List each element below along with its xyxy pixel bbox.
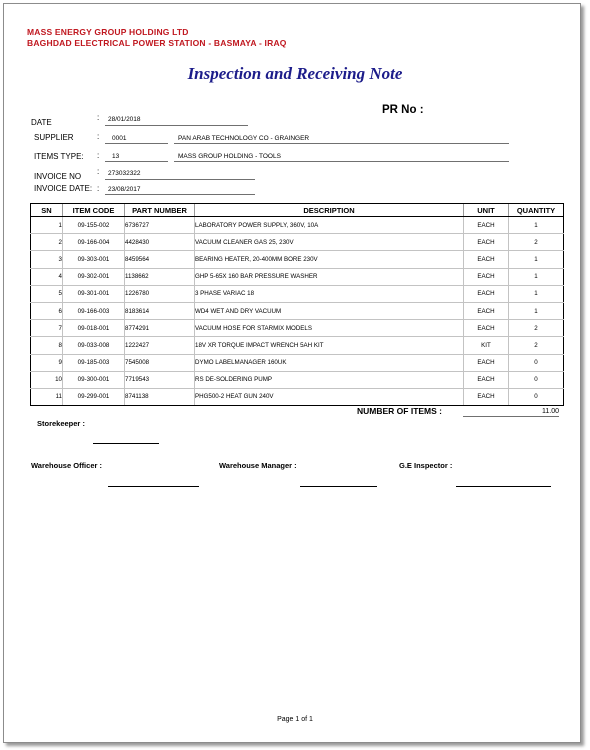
- cell-sn: 6: [31, 302, 63, 319]
- cell-item-code: 09-155-002: [63, 217, 125, 234]
- cell-part-number: 7545008: [125, 354, 195, 371]
- cell-part-number: 7719543: [125, 371, 195, 388]
- cell-description: LABORATORY POWER SUPPLY, 360V, 10A: [195, 217, 464, 234]
- cell-quantity: 1: [509, 302, 564, 319]
- warehouse-officer-signature-line: [108, 486, 199, 487]
- warehouse-officer-label: Warehouse Officer :: [31, 461, 102, 470]
- invoice-no-label: INVOICE NO: [34, 172, 82, 181]
- column-header-sn: SN: [31, 204, 63, 217]
- supplier-code: 0001: [112, 135, 127, 142]
- table-row: [31, 354, 564, 371]
- cell-sn: 1: [31, 217, 63, 234]
- cell-unit: EACH: [464, 234, 509, 251]
- cell-item-code: 09-301-001: [63, 285, 125, 302]
- cell-item-code: 09-018-001: [63, 320, 125, 337]
- cell-part-number: 8183614: [125, 302, 195, 319]
- supplier-colon: :: [97, 132, 100, 141]
- invoice-no-colon: :: [97, 167, 100, 176]
- table-row: [31, 268, 564, 285]
- cell-unit: EACH: [464, 217, 509, 234]
- warehouse-manager-signature-line: [300, 486, 377, 487]
- supplier-code-underline: [105, 143, 168, 144]
- cell-unit: EACH: [464, 251, 509, 268]
- cell-part-number: 8774291: [125, 320, 195, 337]
- cell-part-number: 1226780: [125, 285, 195, 302]
- table-row: [31, 302, 564, 319]
- cell-item-code: 09-166-003: [63, 302, 125, 319]
- cell-item-code: 09-185-003: [63, 354, 125, 371]
- cell-sn: 2: [31, 234, 63, 251]
- cell-quantity: 1: [509, 251, 564, 268]
- invoice-no-value: 273032322: [108, 170, 141, 177]
- column-header-unit: UNIT: [464, 204, 509, 217]
- cell-description: GHP 5-65X 160 BAR PRESSURE WASHER: [195, 268, 464, 285]
- cell-quantity: 0: [509, 354, 564, 371]
- date-value: 28/01/2018: [108, 116, 141, 123]
- cell-sn: 10: [31, 371, 63, 388]
- table-row: [31, 251, 564, 268]
- cell-quantity: 2: [509, 320, 564, 337]
- invoice-date-label: INVOICE DATE:: [34, 184, 93, 193]
- invoice-date-underline: [105, 194, 255, 195]
- supplier-label: SUPPLIER: [34, 133, 74, 142]
- company-subtitle: BAGHDAD ELECTRICAL POWER STATION - BASMAYA - IRAQ: [27, 38, 287, 48]
- items-type-name-underline: [174, 161, 509, 162]
- cell-unit: EACH: [464, 371, 509, 388]
- company-name: MASS ENERGY GROUP HOLDING LTD: [27, 27, 189, 37]
- date-underline: [105, 125, 248, 126]
- cell-unit: EACH: [464, 320, 509, 337]
- cell-item-code: 09-303-001: [63, 251, 125, 268]
- ge-inspector-signature-line: [456, 486, 551, 487]
- supplier-name-underline: [174, 143, 509, 144]
- items-type-label: ITEMS TYPE:: [34, 152, 84, 161]
- table-header-row: [31, 204, 564, 217]
- cell-quantity: 2: [509, 337, 564, 354]
- items-table: [30, 203, 564, 406]
- cell-description: RS DE-SOLDERING PUMP: [195, 371, 464, 388]
- page-number: Page 1 of 1: [277, 716, 313, 723]
- cell-quantity: 1: [509, 217, 564, 234]
- cell-description: PHG500-2 HEAT GUN 240V: [195, 388, 464, 405]
- cell-description: BEARING HEATER, 20-400MM BORE 230V: [195, 251, 464, 268]
- cell-unit: EACH: [464, 268, 509, 285]
- storekeeper-signature-line: [93, 443, 159, 444]
- ge-inspector-label: G.E Inspector :: [399, 461, 453, 470]
- cell-item-code: 09-299-001: [63, 388, 125, 405]
- cell-item-code: 09-166-004: [63, 234, 125, 251]
- cell-description: DYMO LABELMANAGER 160UK: [195, 354, 464, 371]
- cell-sn: 5: [31, 285, 63, 302]
- number-of-items-value: 11.00: [463, 408, 559, 417]
- table-row: [31, 371, 564, 388]
- cell-description: WD4 WET AND DRY VACUUM: [195, 302, 464, 319]
- cell-unit: EACH: [464, 354, 509, 371]
- pr-number-label: PR No :: [382, 104, 424, 116]
- warehouse-manager-label: Warehouse Manager :: [219, 461, 297, 470]
- cell-unit: EACH: [464, 302, 509, 319]
- cell-description: VACUUM CLEANER GAS 25, 230V: [195, 234, 464, 251]
- cell-item-code: 09-300-001: [63, 371, 125, 388]
- items-type-code-underline: [105, 161, 168, 162]
- cell-sn: 4: [31, 268, 63, 285]
- column-header-quantity: QUANTITY: [509, 204, 564, 217]
- items-type-code: 13: [112, 153, 120, 160]
- cell-part-number: 1222427: [125, 337, 195, 354]
- cell-part-number: 6736727: [125, 217, 195, 234]
- cell-quantity: 1: [509, 285, 564, 302]
- cell-quantity: 0: [509, 388, 564, 405]
- cell-unit: EACH: [464, 388, 509, 405]
- cell-part-number: 1138662: [125, 268, 195, 285]
- cell-unit: EACH: [464, 285, 509, 302]
- number-of-items-label: NUMBER OF ITEMS :: [357, 406, 442, 416]
- storekeeper-label: Storekeeper :: [37, 419, 85, 428]
- cell-sn: 7: [31, 320, 63, 337]
- table-row: [31, 337, 564, 354]
- cell-item-code: 09-302-001: [63, 268, 125, 285]
- cell-quantity: 2: [509, 234, 564, 251]
- cell-quantity: 0: [509, 371, 564, 388]
- table-row: [31, 388, 564, 405]
- cell-part-number: 8741138: [125, 388, 195, 405]
- cell-sn: 3: [31, 251, 63, 268]
- items-type-colon: :: [97, 151, 100, 160]
- table-row: [31, 217, 564, 234]
- date-colon: :: [97, 113, 100, 122]
- cell-sn: 8: [31, 337, 63, 354]
- cell-description: 18V XR TORQUE IMPACT WRENCH 5AH KIT: [195, 337, 464, 354]
- cell-part-number: 4428430: [125, 234, 195, 251]
- cell-sn: 9: [31, 354, 63, 371]
- document-title: Inspection and Receiving Note: [187, 64, 403, 83]
- cell-unit: KIT: [464, 337, 509, 354]
- column-header-item-code: ITEM CODE: [63, 204, 125, 217]
- column-header-description: DESCRIPTION: [195, 204, 464, 217]
- invoice-date-value: 23/08/2017: [108, 186, 141, 193]
- items-type-name: MASS GROUP HOLDING - TOOLS: [178, 153, 281, 160]
- invoice-no-underline: [105, 179, 255, 180]
- cell-item-code: 09-033-008: [63, 337, 125, 354]
- date-label: DATE: [31, 118, 52, 127]
- cell-part-number: 8459564: [125, 251, 195, 268]
- column-header-part-number: PART NUMBER: [125, 204, 195, 217]
- supplier-name: PAN ARAB TECHNOLOGY CO - GRAINGER: [178, 135, 310, 142]
- cell-description: 3 PHASE VARIAC 18: [195, 285, 464, 302]
- table-row: [31, 320, 564, 337]
- cell-sn: 11: [31, 388, 63, 405]
- invoice-date-colon: :: [97, 184, 100, 193]
- cell-quantity: 1: [509, 268, 564, 285]
- cell-description: VACUUM HOSE FOR STARMIX MODELS: [195, 320, 464, 337]
- table-row: [31, 234, 564, 251]
- table-row: [31, 285, 564, 302]
